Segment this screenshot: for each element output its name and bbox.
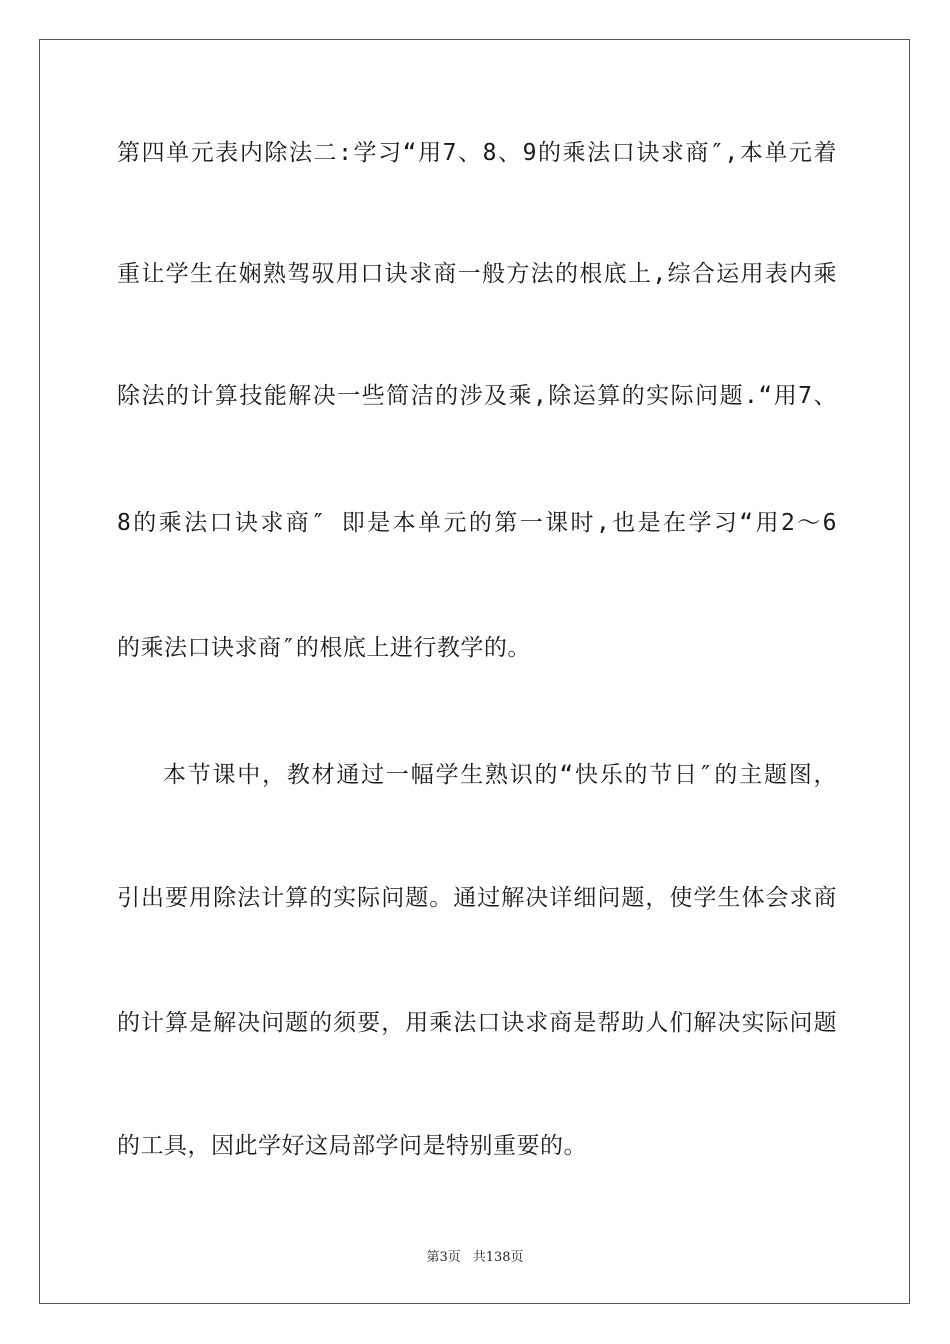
paragraph2-line-2: 引出要用除法计算的实际问题。通过解决详细问题，使学生体会求商 [117, 885, 837, 911]
paragraph1-line-2: 重让学生在娴熟驾驭用口诀求商一般方法的根底上,综合运用表内乘 [117, 261, 837, 287]
page-total: 共138页 [472, 1250, 524, 1265]
paragraph1-line-4: 8的乘法口诀求商″ 即是本单元的第一课时,也是在学习“用2～6 [117, 510, 837, 536]
paragraph2-line-4: 的工具，因此学好这局部学问是特别重要的。 [117, 1133, 587, 1159]
paragraph1-line-1: 第四单元表内除法二:学习“用7、8、9的乘法口诀求商″,本单元着 [117, 140, 837, 166]
page-frame [39, 39, 910, 1304]
paragraph2-line-1: 本节课中，教材通过一幅学生熟识的“快乐的节日″的主题图， [163, 762, 837, 788]
page-number: 第3页 [426, 1250, 461, 1265]
paragraph2-line-3: 的计算是解决问题的须要，用乘法口诀求商是帮助人们解决实际问题 [117, 1010, 837, 1036]
page-footer [0, 1246, 950, 1265]
paragraph1-line-3: 除法的计算技能解决一些简洁的涉及乘,除运算的实际问题.“用7、 [117, 383, 837, 409]
paragraph1-line-5: 的乘法口诀求商″的根底上进行教学的。 [117, 635, 531, 661]
